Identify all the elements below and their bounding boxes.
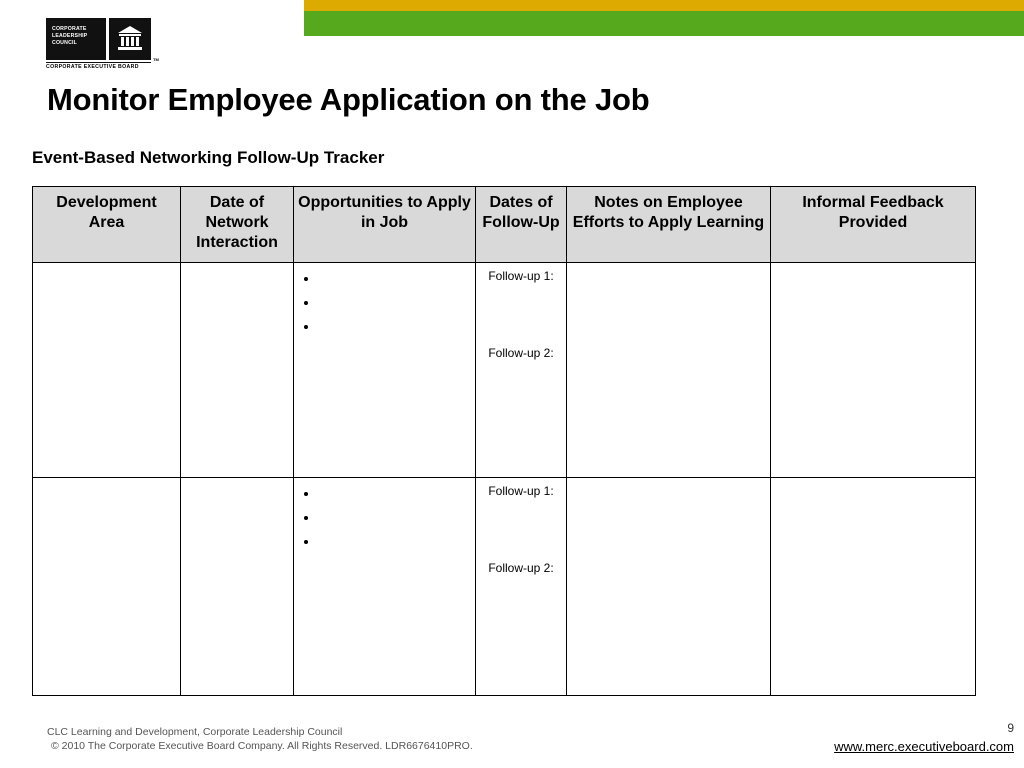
- follow-up-2-label: Follow-up 2:: [488, 561, 554, 575]
- logo-trademark: TM: [153, 57, 159, 62]
- footer-line-2: © 2010 The Corporate Executive Board Company. All Rights Reserved. LDR6676410PRO.: [51, 740, 473, 752]
- tracker-subtitle: Event-Based Networking Follow-Up Tracker: [32, 148, 385, 167]
- cell-notes[interactable]: [567, 478, 771, 696]
- table-header-row: [33, 187, 976, 263]
- opportunities-bullet-list: [294, 270, 475, 342]
- table-row: [33, 263, 976, 478]
- footer-line-1: CLC Learning and Development, Corporate Leadership Council: [47, 726, 343, 738]
- bullet-item: [319, 294, 475, 318]
- bullet-item: [319, 485, 475, 509]
- header-notes-on-employee-efforts: Notes on Employee Efforts to Apply Learning: [567, 187, 771, 263]
- footer-copyright: [47, 725, 473, 753]
- cell-dates-of-follow-up[interactable]: [476, 263, 567, 478]
- logo-line-3: COUNCIL: [52, 40, 78, 46]
- logo-line-1: CORPORATE: [52, 26, 87, 32]
- cell-notes[interactable]: [567, 263, 771, 478]
- table-row: [33, 478, 976, 696]
- header-band-yellow: [304, 0, 1024, 11]
- clc-logo: [46, 18, 164, 72]
- footer-url-link[interactable]: www.merc.executiveboard.com: [834, 739, 1014, 754]
- header-opportunities-to-apply: Opportunities to Apply in Job: [294, 187, 476, 263]
- opportunities-bullet-list: [294, 485, 475, 557]
- cell-informal-feedback[interactable]: [771, 478, 976, 696]
- header-informal-feedback: Informal Feedback Provided: [771, 187, 976, 263]
- cell-opportunities[interactable]: [294, 478, 476, 696]
- cell-date-of-network-interaction[interactable]: [181, 263, 294, 478]
- logo-line-2: LEADERSHIP: [52, 33, 88, 39]
- building-icon: [109, 18, 151, 60]
- bullet-item: [319, 318, 475, 342]
- page-number: 9: [1007, 721, 1014, 735]
- follow-up-tracker-table: [32, 186, 976, 696]
- bullet-item: [319, 533, 475, 557]
- header-band-green: [304, 11, 1024, 36]
- bullet-item: [319, 509, 475, 533]
- cell-opportunities[interactable]: [294, 263, 476, 478]
- bullet-item: [319, 270, 475, 294]
- header-dates-of-follow-up: Dates of Follow-Up: [476, 187, 567, 263]
- cell-date-of-network-interaction[interactable]: [181, 478, 294, 696]
- cell-dates-of-follow-up[interactable]: [476, 478, 567, 696]
- cell-development-area[interactable]: [33, 263, 181, 478]
- header-development-area: Development Area: [33, 187, 181, 263]
- follow-up-2-label: Follow-up 2:: [488, 346, 554, 360]
- cell-development-area[interactable]: [33, 478, 181, 696]
- logo-subtitle: CORPORATE EXECUTIVE BOARD: [46, 62, 151, 70]
- page-title: Monitor Employee Application on the Job: [47, 82, 650, 117]
- cell-informal-feedback[interactable]: [771, 263, 976, 478]
- follow-up-1-label: Follow-up 1:: [488, 484, 554, 498]
- logo-text-box: [46, 18, 106, 60]
- header-date-of-network-interaction: Date of Network Interaction: [181, 187, 294, 263]
- follow-up-1-label: Follow-up 1:: [488, 269, 554, 283]
